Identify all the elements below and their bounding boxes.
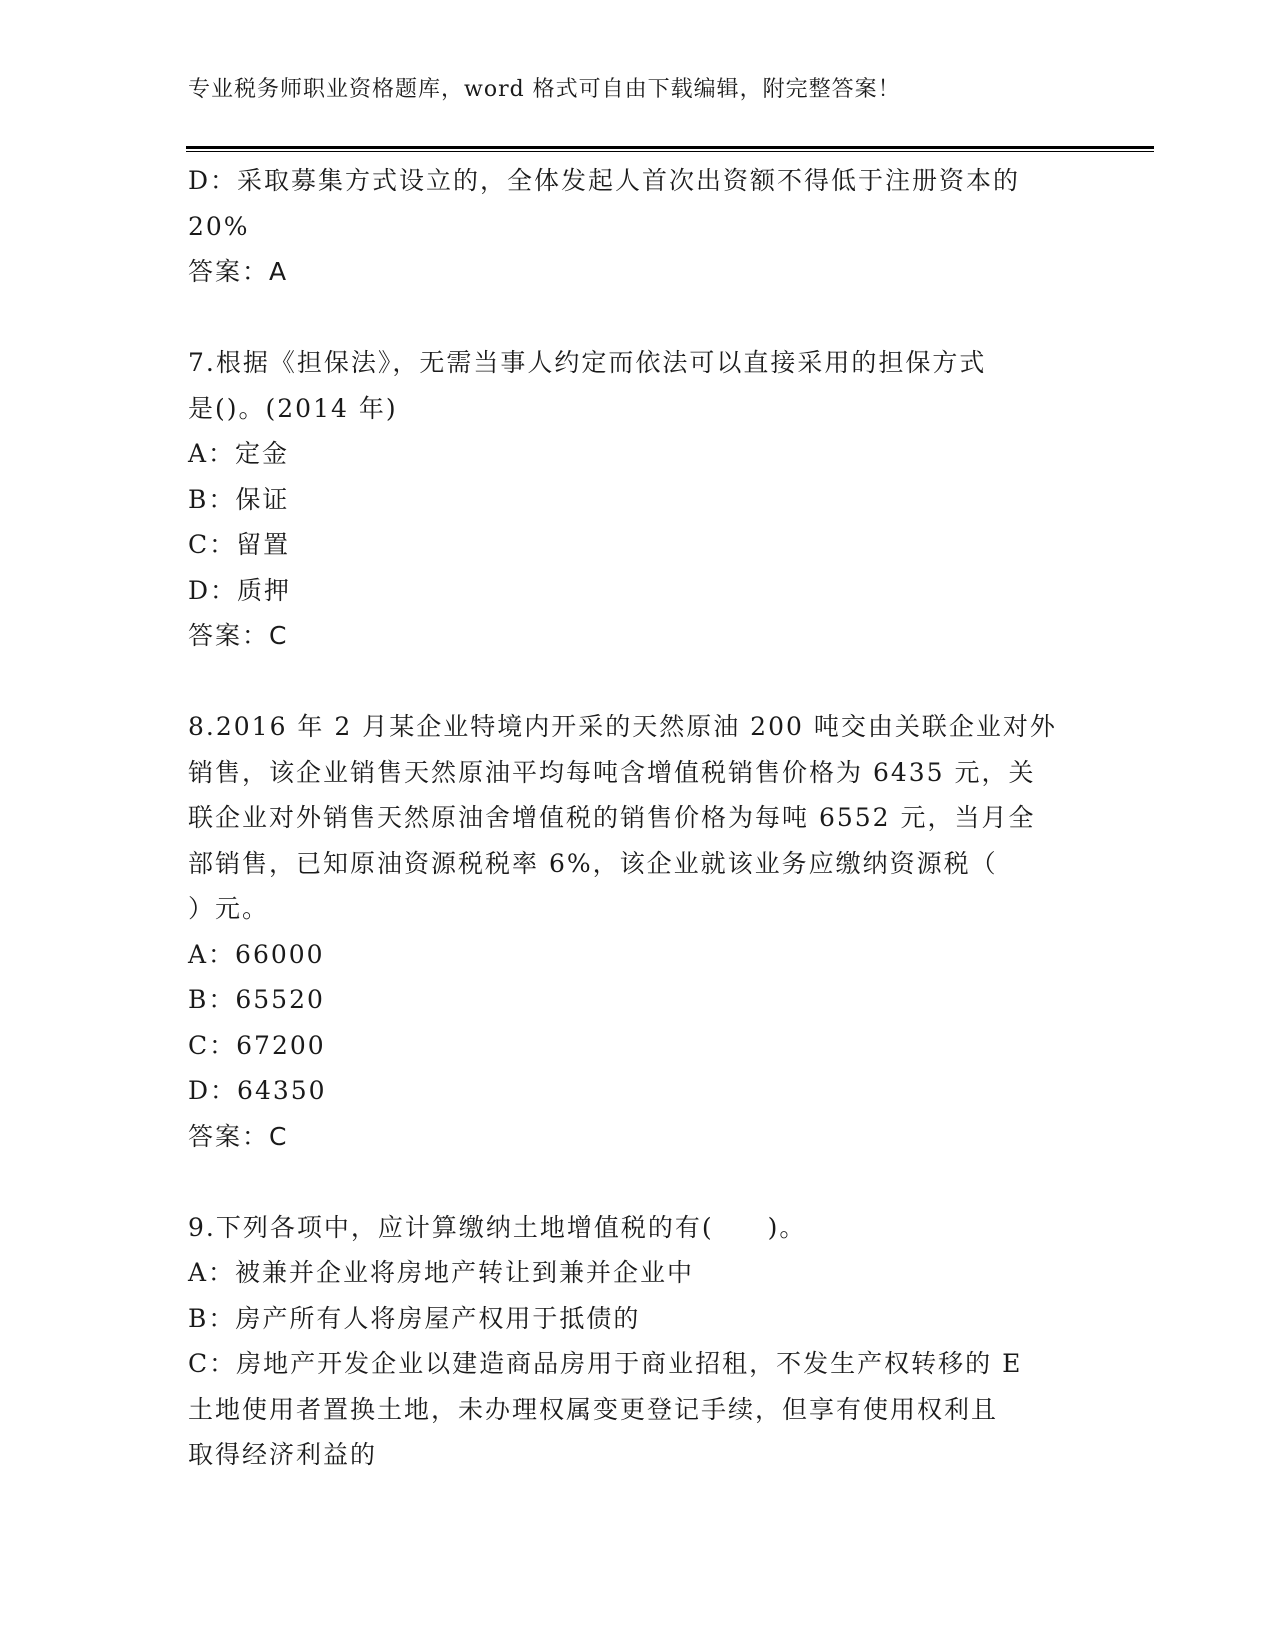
option-d-line-2: 20% [188,211,250,241]
question-stem-line: 部销售，已知原油资源税税率 6%，该企业就该业务应缴纳资源税（ [188,848,998,878]
header-rule-thin [186,151,1154,152]
answer-label: 答案：C [188,621,289,650]
header-rule-thick [186,146,1154,149]
option-b: B：65520 [188,985,325,1014]
question-7 [188,340,1088,659]
option-d: D：质押 [188,575,292,605]
question-stem-line: 联企业对外销售天然原油舍增值税的销售价格为每吨 6552 元，当月全 [188,803,1036,832]
answer-label: 答案：C [188,1121,289,1151]
question-stem-line: 8.2016 年 2 月某企业特境内开采的天然原油 200 吨交由关联企业对外 [188,712,1057,741]
option-b: B：保证 [188,484,290,514]
option-a: A：66000 [188,939,325,969]
option-d: D：64350 [188,1076,327,1105]
header-text: 专业税务师职业资格题库，word 格式可自由下载编辑，附完整答案！ [188,77,901,102]
option-a: A：定金 [188,439,290,468]
question-stem-line: 7.根据《担保法》，无需当事人约定而依法可以直接采用的担保方式 [188,348,987,377]
question-6-tail [188,158,1088,295]
question-9 [188,1205,1088,1478]
option-c: C：67200 [188,1030,326,1060]
spacer [188,659,1088,705]
answer-label: 答案：A [188,257,289,286]
option-e-line-1: 土地使用者置换土地，未办理权属变更登记手续，但享有使用权利且 [188,1394,999,1424]
question-stem-line: 销售，该企业销售天然原油平均每吨含增值税销售价格为 6435 元，关 [188,757,1036,787]
option-c: C：留置 [188,530,291,559]
document-body [188,158,1088,1478]
option-a: A：被兼并企业将房地产转让到兼并企业中 [188,1258,695,1287]
option-c: C：房地产开发企业以建造商品房用于商业招租，不发生产权转移的 E [188,1349,1023,1378]
spacer [188,1159,1088,1205]
option-b: B：房产所有人将房屋产权用于抵债的 [188,1303,641,1333]
option-e-line-2: 取得经济利益的 [188,1440,378,1469]
question-stem-line: 9.下列各项中，应计算缴纳土地增值税的有( )。 [188,1212,807,1242]
question-8 [188,704,1088,1159]
question-stem-line: ）元。 [188,894,270,923]
option-d-line-1: D：采取募集方式设立的，全体发起人首次出资额不得低于注册资本的 [188,166,1021,195]
spacer [188,295,1088,341]
question-stem-line: 是()。(2014 年) [188,393,398,423]
